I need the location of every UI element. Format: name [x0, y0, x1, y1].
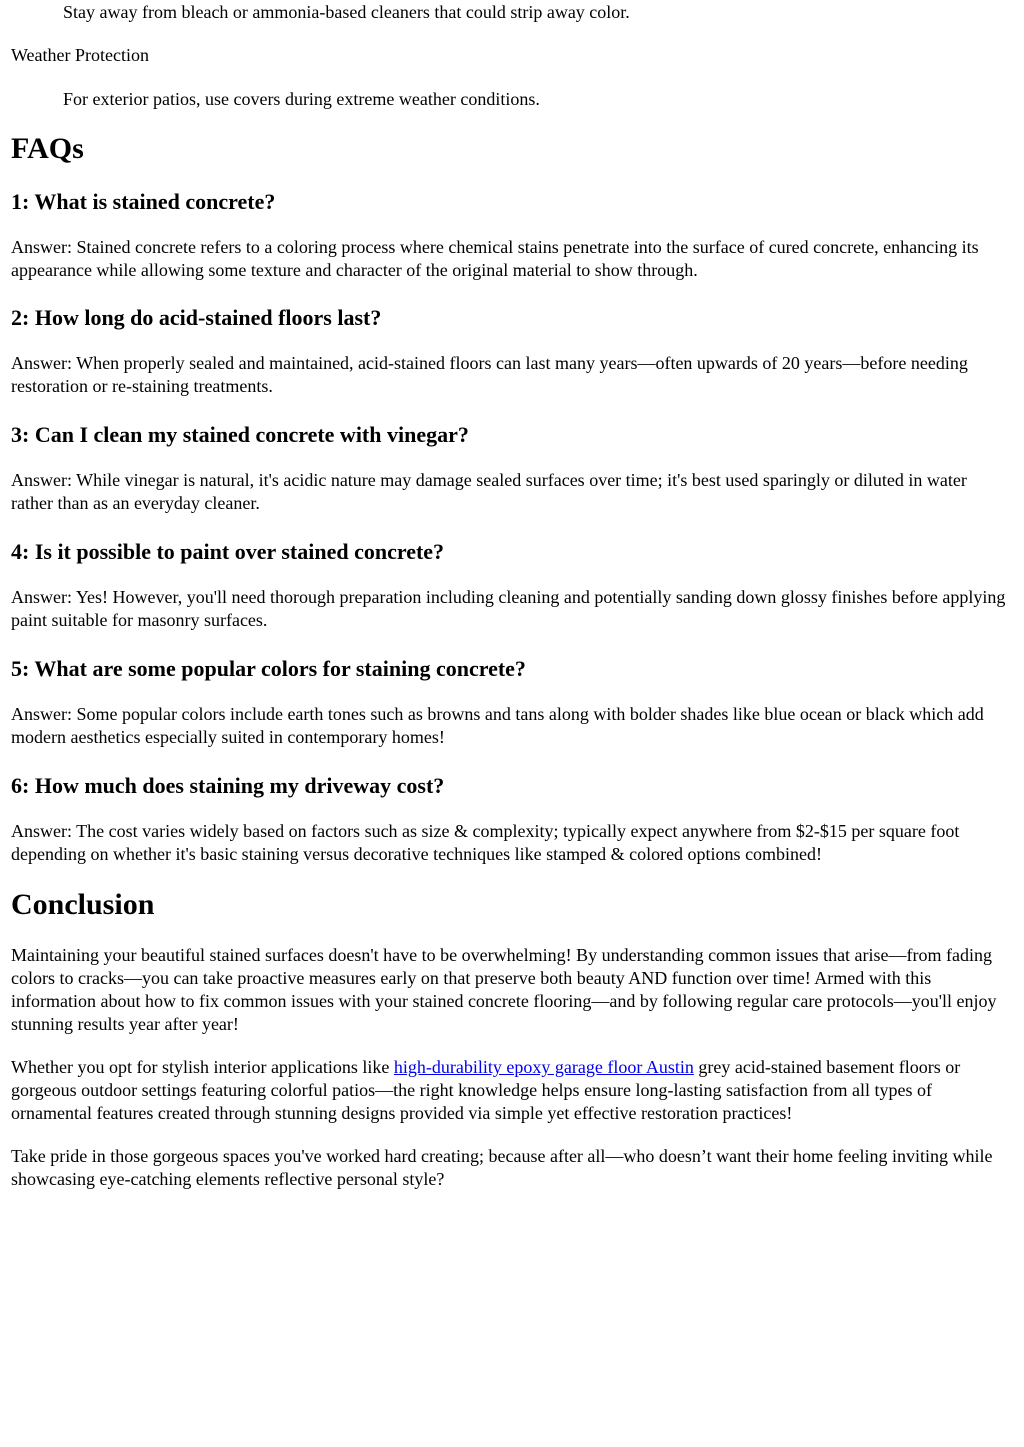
faq-answer: Answer: Some popular colors include earth tones such as browns and tans along with bolder shades like blue ocean or black which add modern aesthetics especially suited in contemporary homes! [11, 704, 984, 747]
conclusion-paragraph: Maintaining your beautiful stained surfaces doesn't have to be overwhelming! By understanding common issues that arise—from fading colors to cracks—you can take proactive measures early on that preserve both beauty AND function over time! Armed with this information about how to fix common issues with your stained concrete flooring—and by following regular care protocols—you'll enjoy stunning results year after year! [11, 945, 997, 1034]
faq-list [11, 189, 1013, 866]
faq-answer: Answer: The cost varies widely based on factors such as size & complexity; typically expect anywhere from $2-$15 per square foot depending on whether it's basic staining versus decorative techniques like stamped & colored options combined! [11, 821, 960, 864]
faq-question: 5: What are some popular colors for staining concrete? [11, 656, 526, 681]
paragraph-text: Whether you opt for stylish interior applications like [11, 1057, 394, 1077]
weather-protection-tip: For exterior patios, use covers during extreme weather conditions. [63, 89, 540, 109]
faq-item [11, 773, 1013, 866]
faq-question: 6: How much does staining my driveway cost? [11, 773, 445, 798]
faq-answer: Answer: While vinegar is natural, it's acidic nature may damage sealed surfaces over time; it's best used sparingly or diluted in water rather than as an everyday cleaner. [11, 470, 967, 513]
faq-item [11, 305, 1013, 398]
faqs-heading: FAQs [11, 132, 84, 165]
article-body [0, 1, 1024, 1191]
epoxy-garage-floor-link[interactable]: high-durability epoxy garage floor Austin [393, 1057, 694, 1077]
weather-protection-title: Weather Protection [11, 45, 149, 65]
conclusion-heading: Conclusion [11, 888, 155, 921]
paragraph-text: grey acid-stained basement floors or gorgeous outdoor settings featuring colorful patios—the right knowledge helps ensure long-lasting satisfaction from all types of ornamental features created through stunning designs provided via simple yet effective restoration practices! [11, 1057, 961, 1123]
faq-answer: Answer: When properly sealed and maintained, acid-stained floors can last many years—often upwards of 20 years—before needing restoration or re-staining treatments. [11, 353, 968, 396]
faq-item [11, 539, 1013, 632]
faq-answer: Answer: Stained concrete refers to a coloring process where chemical stains penetrate into the surface of cured concrete, enhancing its appearance while allowing some texture and character of the original material to show through. [11, 237, 979, 280]
cleaners-tip: Stay away from bleach or ammonia-based cleaners that could strip away color. [63, 2, 630, 22]
faq-answer: Answer: Yes! However, you'll need thorough preparation including cleaning and potentially sanding down glossy finishes before applying paint suitable for masonry surfaces. [11, 587, 1006, 630]
faq-question: 4: Is it possible to paint over stained concrete? [11, 539, 445, 564]
faq-question: 3: Can I clean my stained concrete with vinegar? [11, 422, 469, 447]
closing-paragraph: Take pride in those gorgeous spaces you've worked hard creating; because after all—who doesn’t want their home feeling inviting while showcasing eye-catching elements reflective personal style? [11, 1146, 993, 1189]
faq-item [11, 656, 1013, 749]
conclusion-paragraph-with-link [11, 1056, 1013, 1125]
faq-question: 1: What is stained concrete? [11, 189, 276, 214]
faq-item [11, 422, 1013, 515]
faq-question: 2: How long do acid-stained floors last? [11, 305, 382, 330]
faq-item [11, 189, 1013, 282]
